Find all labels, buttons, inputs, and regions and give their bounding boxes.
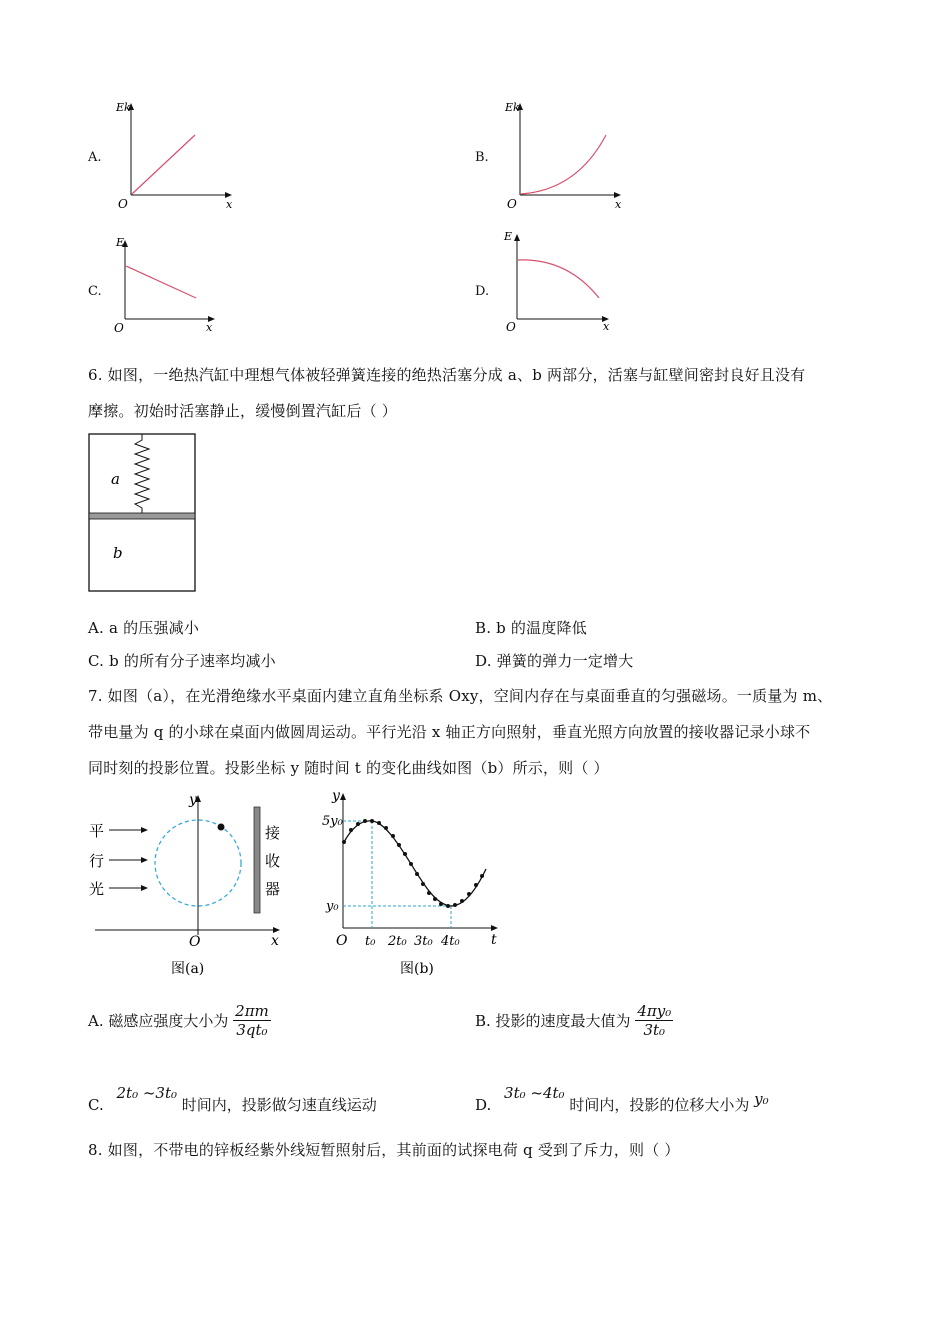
- q5-b-origin: O: [507, 197, 517, 211]
- q7-figure-b: [318, 788, 508, 980]
- q6-stem-line1: 6. 如图，一绝热汽缸中理想气体被轻弹簧连接的绝热活塞分成 a、b 两部分，活塞与缸壁间密封良好且没有: [88, 366, 806, 384]
- q7-option-c-range: 2t₀ ~3t₀: [116, 1084, 178, 1102]
- q5-graph-d: [497, 228, 622, 336]
- q5-a-xlabel: x: [226, 198, 233, 211]
- q5-d-curve: [518, 260, 599, 298]
- q7-light-char-2: 行: [89, 852, 105, 870]
- q7-option-a-fraction: $\frac{2\pi m}{\text{3qt₀}}$: [235, 1002, 269, 1039]
- q5-c-xlabel: x: [206, 321, 213, 334]
- q7b-caption: 图(b): [400, 961, 434, 977]
- q5-graph-a: [108, 95, 243, 215]
- receiver: [254, 807, 260, 913]
- q6-region-b-label: b: [113, 544, 123, 562]
- q5-a-curve: [132, 135, 195, 194]
- q7a-caption: 图(a): [171, 961, 205, 977]
- q7b-ytick-y0: y₀: [326, 899, 339, 914]
- q7-option-b-fraction: $\frac{\text{4πy₀}}{\text{3t₀}}$: [637, 1002, 672, 1039]
- q7-option-d-range: 3t₀ ~4t₀: [504, 1084, 565, 1102]
- q6-option-b: B. b 的温度降低: [475, 619, 587, 637]
- q5-graph-c: [108, 232, 228, 337]
- q7-stem-line1: 7. 如图（a），在光滑绝缘水平桌面内建立直角坐标系 Oxy，空间内存在与桌面垂直的匀强磁场。一质量为 m、: [88, 687, 833, 705]
- q5-option-d-letter: D.: [475, 284, 490, 299]
- q7b-xtick-3t0: 3t₀: [414, 934, 433, 949]
- q7b-xtick-4t0: 4t₀: [441, 934, 460, 949]
- piston: [89, 513, 195, 519]
- q7-receiver-char-1: 接: [265, 824, 281, 842]
- q6-option-d: D. 弹簧的弹力一定增大: [475, 652, 634, 670]
- light-arrows: [109, 827, 148, 891]
- q5-c-origin: O: [114, 321, 124, 335]
- q5-a-ylabel: Ek: [116, 101, 131, 114]
- ball: [218, 824, 225, 831]
- q5-option-a-letter: A.: [88, 150, 102, 165]
- q7-receiver-char-3: 器: [265, 880, 281, 898]
- q5-d-ylabel: E: [504, 230, 513, 243]
- q5-b-xlabel: x: [615, 198, 622, 211]
- q6-option-c: C. b 的所有分子速率均减小: [88, 652, 276, 670]
- q7-option-d-tail: y₀: [754, 1090, 769, 1108]
- q7-stem-line3: 同时刻的投影位置。投影坐标 y 随时间 t 的变化曲线如图（b）所示，则（ ）: [88, 759, 609, 777]
- spring: [135, 434, 149, 513]
- q6-region-a-label: a: [111, 470, 120, 488]
- q7-option-d-text: 时间内，投影的位移大小为: [569, 1096, 750, 1114]
- q5-d-origin: O: [506, 320, 516, 334]
- q7b-curve: [344, 821, 486, 906]
- q8-stem-line1: 8. 如图，不带电的锌板经紫外线短暂照射后，其前面的试探电荷 q 受到了斥力，则（ ）: [88, 1141, 680, 1159]
- q7b-origin: O: [336, 933, 348, 949]
- q5-graph-b: [497, 95, 632, 215]
- q7-light-char-3: 光: [89, 880, 105, 898]
- q7b-ylabel: y: [332, 788, 340, 804]
- q7-option-a: [88, 1002, 271, 1039]
- q7-figure-a: [85, 790, 295, 980]
- q7-receiver-char-2: 收: [265, 852, 281, 870]
- q7b-ytick-5y0: 5y₀: [322, 814, 343, 829]
- q7b-xlabel: t: [491, 932, 497, 948]
- q7-option-a-text: A. 磁感应强度大小为: [88, 1012, 229, 1030]
- q7-option-b-text: B. 投影的速度最大值为: [475, 1012, 631, 1030]
- q7a-xlabel: x: [271, 933, 279, 949]
- q5-c-curve: [126, 266, 196, 298]
- q5-option-b-letter: B.: [475, 150, 489, 165]
- q6-cylinder-figure: [88, 432, 198, 594]
- q5-d-xlabel: x: [603, 320, 610, 333]
- q7-option-c: C. 2t₀ ~3t₀ 时间内，投影做匀速直线运动: [88, 1084, 377, 1114]
- q5-a-origin: O: [118, 197, 128, 211]
- q7a-origin: O: [189, 934, 201, 950]
- q7-option-b: [475, 1002, 673, 1039]
- q5-b-curve: [521, 135, 606, 194]
- q5-b-ylabel: Ek: [505, 101, 520, 114]
- q7a-ylabel: y: [189, 792, 197, 808]
- q7b-dots: [342, 819, 484, 908]
- q7-option-d: D. 3t₀ ~4t₀ 时间内，投影的位移大小为 y₀: [475, 1084, 769, 1114]
- q7-light-char-1: 平: [89, 822, 105, 840]
- q6-option-a: A. a 的压强减小: [88, 619, 200, 637]
- q6-stem-line2: 摩擦。初始时活塞静止，缓慢倒置汽缸后（ ）: [88, 402, 397, 420]
- q7b-xtick-2t0: 2t₀: [388, 934, 407, 949]
- q5-c-ylabel: E: [116, 236, 125, 249]
- q5-option-c-letter: C.: [88, 284, 102, 299]
- q7-option-c-text: 时间内，投影做匀速直线运动: [181, 1096, 377, 1114]
- q7b-xtick-t0: t₀: [365, 934, 376, 949]
- q7-stem-line2: 带电量为 q 的小球在桌面内做圆周运动。平行光沿 x 轴正方向照射，垂直光照方向放置的接收器记录小球不: [88, 723, 811, 741]
